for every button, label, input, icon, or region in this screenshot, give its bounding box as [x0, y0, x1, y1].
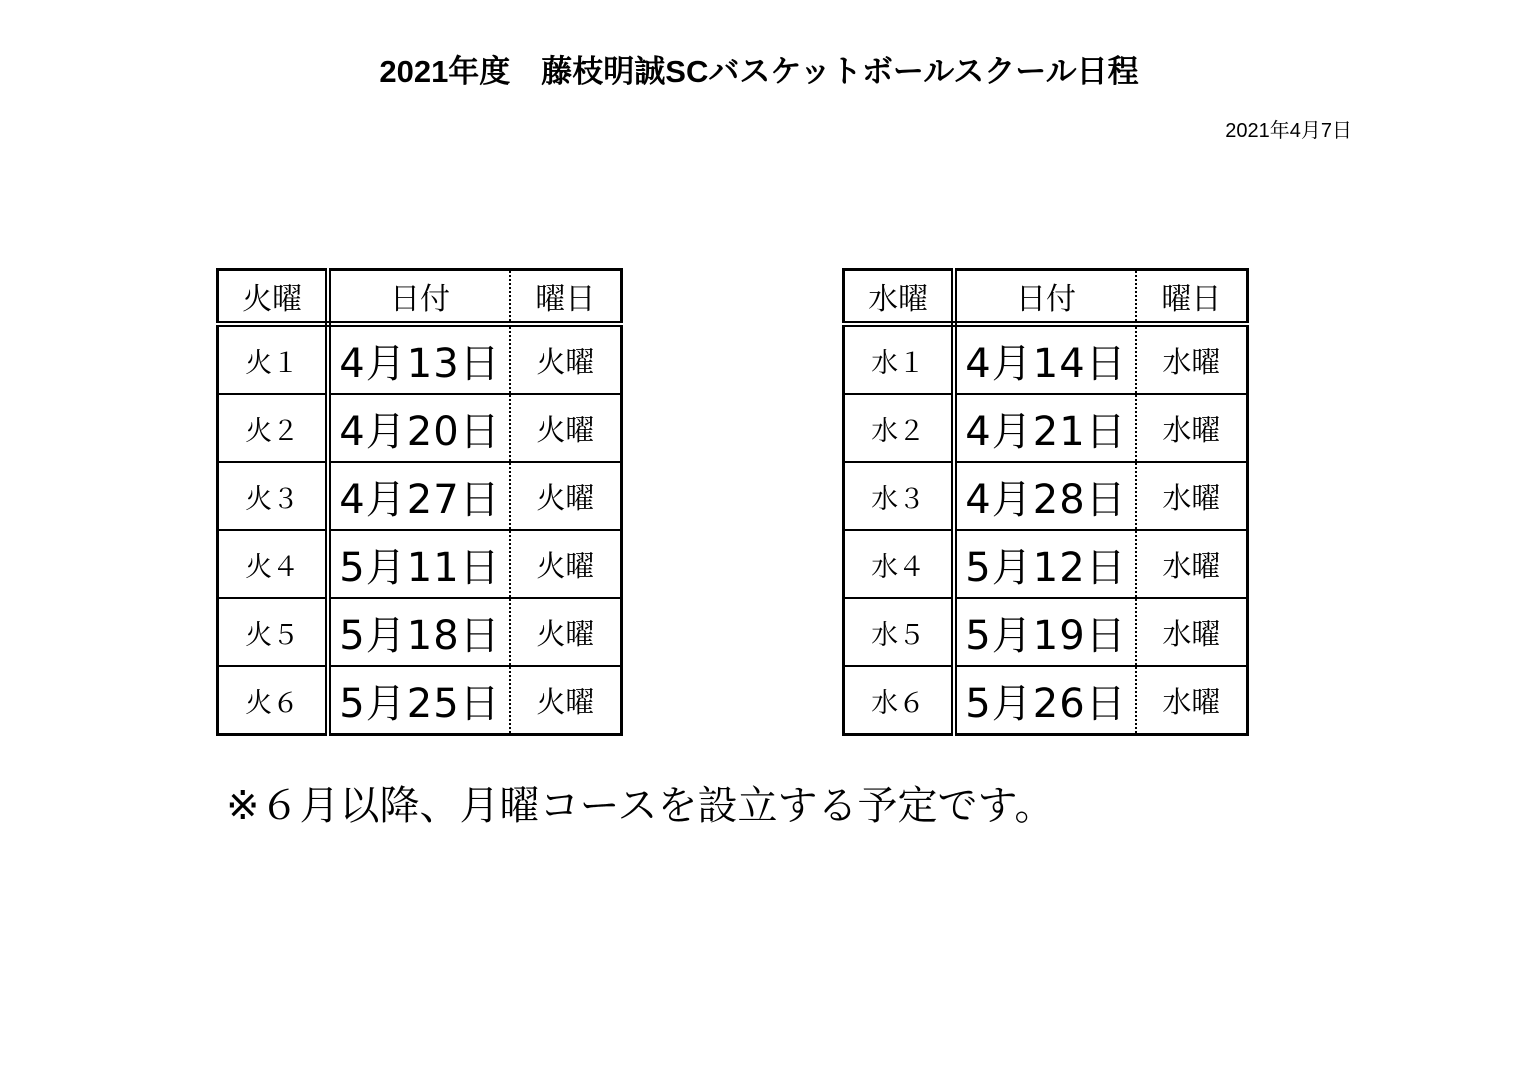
session-day: 水曜 [1136, 394, 1248, 462]
course-label: 水４ [844, 530, 955, 598]
schedule-note: ※６月以降、月曜コースを設立する予定です。 [226, 783, 1055, 829]
header-date: 日付 [328, 270, 509, 325]
session-date: 4月27日 [328, 462, 509, 530]
table-row [844, 598, 1248, 666]
session-day: 水曜 [1136, 462, 1248, 530]
header-date: 日付 [954, 270, 1135, 325]
table-header-row [844, 270, 1248, 325]
table-row [844, 462, 1248, 530]
table-row [844, 530, 1248, 598]
session-day: 火曜 [510, 666, 622, 735]
session-day: 火曜 [510, 530, 622, 598]
table-header-row [218, 270, 622, 325]
header-day: 曜日 [510, 270, 622, 325]
course-label: 水６ [844, 666, 955, 735]
session-day: 水曜 [1136, 666, 1248, 735]
session-date: 4月13日 [328, 324, 509, 394]
table-row [218, 462, 622, 530]
session-date: 4月14日 [954, 324, 1135, 394]
session-date: 5月26日 [954, 666, 1135, 735]
session-date: 5月18日 [328, 598, 509, 666]
table-row [218, 394, 622, 462]
header-day: 曜日 [1136, 270, 1248, 325]
header-course: 水曜 [844, 270, 955, 325]
header-course: 火曜 [218, 270, 329, 325]
session-day: 火曜 [510, 324, 622, 394]
session-date: 5月25日 [328, 666, 509, 735]
document-title: 2021年度 藤枝明誠SCバスケットボールスクール日程 [379, 54, 1139, 89]
session-date: 4月20日 [328, 394, 509, 462]
session-day: 火曜 [510, 598, 622, 666]
table-row [218, 530, 622, 598]
session-day: 火曜 [510, 394, 622, 462]
table-row [218, 324, 622, 394]
course-label: 火１ [218, 324, 329, 394]
course-label: 火６ [218, 666, 329, 735]
session-day: 水曜 [1136, 324, 1248, 394]
course-label: 火３ [218, 462, 329, 530]
session-date: 5月12日 [954, 530, 1135, 598]
session-day: 水曜 [1136, 598, 1248, 666]
table-row [844, 324, 1248, 394]
course-label: 水２ [844, 394, 955, 462]
course-label: 水３ [844, 462, 955, 530]
session-day: 火曜 [510, 462, 622, 530]
table-row [844, 666, 1248, 735]
issued-date: 2021年4月7日 [1225, 120, 1352, 142]
wednesday-schedule-table [842, 268, 1249, 736]
session-date: 4月21日 [954, 394, 1135, 462]
course-label: 水１ [844, 324, 955, 394]
table-row [218, 598, 622, 666]
table-row [844, 394, 1248, 462]
tuesday-schedule-table [216, 268, 623, 736]
course-label: 水５ [844, 598, 955, 666]
course-label: 火２ [218, 394, 329, 462]
session-date: 5月19日 [954, 598, 1135, 666]
course-label: 火４ [218, 530, 329, 598]
session-date: 4月28日 [954, 462, 1135, 530]
session-day: 水曜 [1136, 530, 1248, 598]
session-date: 5月11日 [328, 530, 509, 598]
table-row [218, 666, 622, 735]
course-label: 火５ [218, 598, 329, 666]
